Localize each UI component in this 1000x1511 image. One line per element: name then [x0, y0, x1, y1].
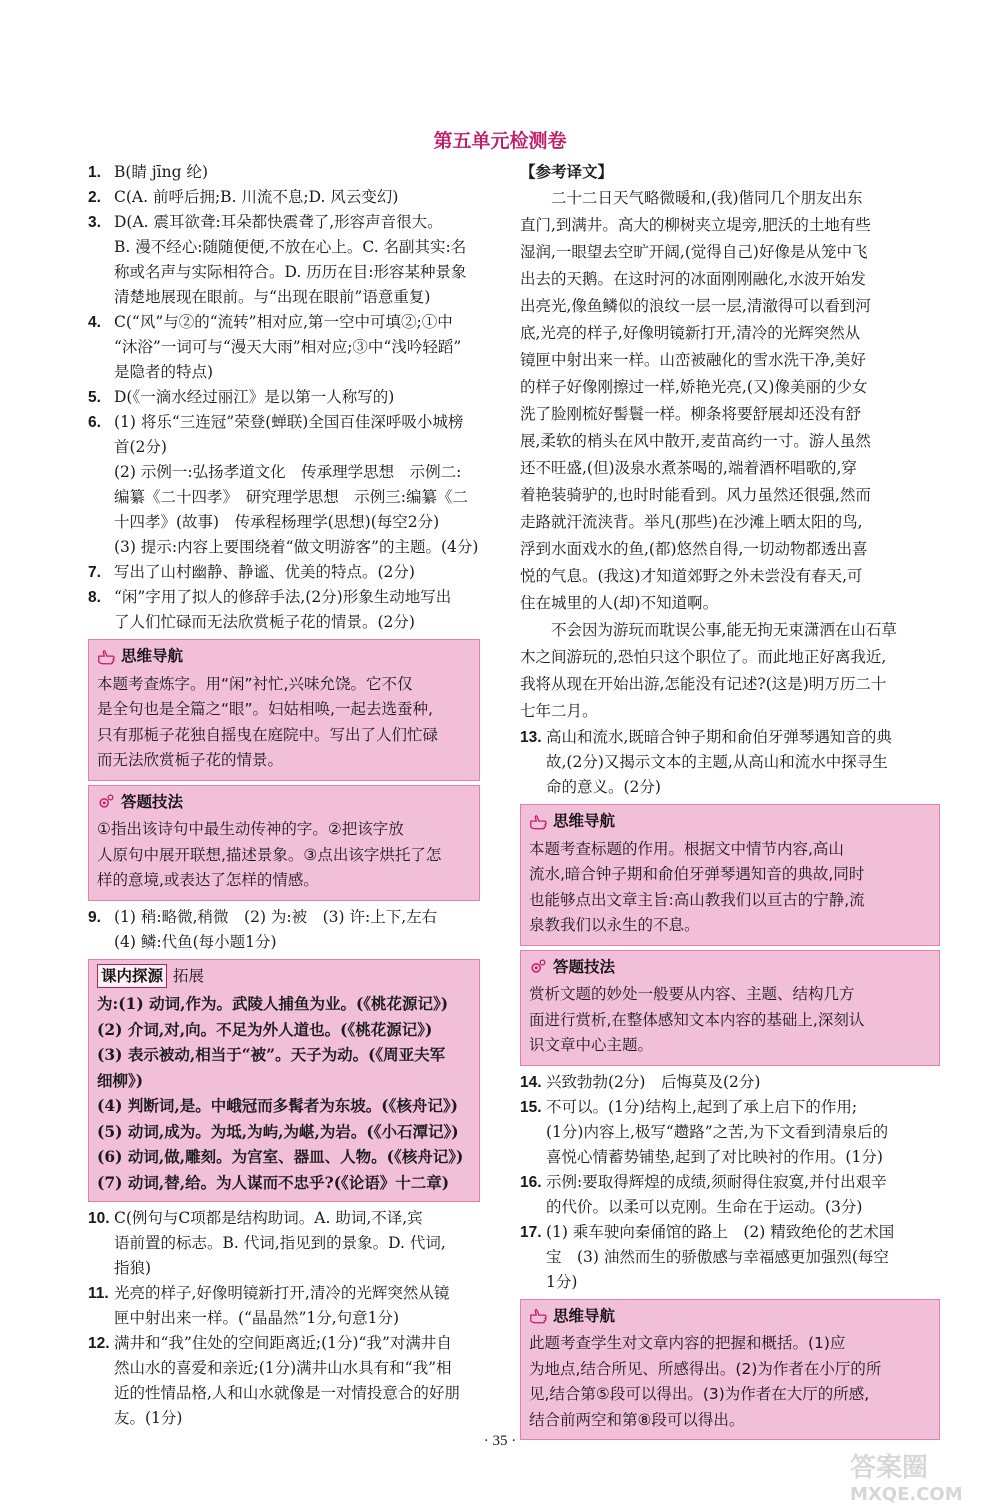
answer-line: B(睛 jīng 纶) — [114, 163, 209, 181]
question-number: 17. — [520, 1223, 542, 1241]
answer-line: 友。(1分) — [114, 1409, 183, 1427]
question-5 — [88, 385, 480, 410]
box-line: 此题考查学生对文章内容的把握和概括。(1)应 — [529, 1334, 846, 1352]
question-15 — [520, 1095, 940, 1170]
ref-line: 七年二月。 — [520, 702, 598, 720]
answer-line: 光亮的样子,好像明镜新打开,清冷的光辉突然从镜 — [114, 1284, 450, 1302]
box-heading: 拓展 — [173, 966, 205, 985]
question-7 — [88, 560, 480, 585]
box-line: 人原句中展开联想,描述景象。③点出该字烘托了怎 — [97, 845, 442, 864]
reference-translation-heading: 【参考译文】 — [520, 163, 614, 181]
answer-line: 示例:要取得辉煌的成绩,须耐得住寂寞,并付出艰辛 — [546, 1172, 887, 1191]
box-line: 只有那栀子花独自摇曳在庭院中。写出了人们忙碌 — [97, 725, 439, 744]
question-9 — [88, 905, 480, 955]
question-number: 6. — [88, 414, 101, 431]
answer-line: 编纂《二十四孝》 研究理学思想 示例三:编纂《二 — [114, 488, 468, 506]
answer-line: 首(2分) — [114, 438, 167, 456]
question-8 — [88, 585, 480, 635]
box-line: 本题考查标题的作用。根据文中情节内容,高山 — [529, 839, 844, 858]
question-17 — [520, 1220, 940, 1295]
page-number: · 35 · — [483, 1433, 517, 1449]
box-line: 而无法欣赏栀子花的情景。 — [97, 751, 284, 769]
question-1 — [88, 160, 480, 185]
question-number: 13. — [520, 729, 542, 746]
question-11 — [88, 1281, 480, 1331]
question-number: 3. — [88, 214, 101, 231]
answer-line: 宝 (3) 油然而生的骄傲感与幸福感更加强烈(每空 — [546, 1247, 889, 1266]
question-number: 15. — [520, 1098, 542, 1116]
answer-line: 写出了山村幽静、静谧、优美的特点。(2分) — [114, 563, 415, 581]
extension-box — [88, 959, 480, 1203]
box-line: (4) 判断词,是。中峨冠而多髯者为东坡。(《核舟记》) — [97, 1096, 458, 1115]
answer-line: 喜悦心情蓄势铺垫,起到了对比映衬的作用。(1分) — [546, 1147, 883, 1166]
answer-line: B. 漫不经心:随随便便,不放在心上。C. 名副其实:名 — [114, 238, 467, 256]
box-line: (2) 介词,对,向。不足为外人道也。(《桃花源记》) — [97, 1019, 433, 1039]
page-title: 第五单元检测卷 — [433, 130, 567, 152]
box-heading: 思维导航 — [553, 812, 616, 830]
answer-tips-box — [88, 785, 480, 901]
answer-line: 的代价。以柔可以克刚。生命在于运动。(3分) — [546, 1197, 863, 1216]
answer-line: 匣中射出来一样。(“晶晶然”1分,句意1分) — [114, 1309, 400, 1327]
ref-line: 出去的天鹅。在这时河的冰面刚刚融化,水波开始发 — [520, 270, 866, 288]
question-number: 14. — [520, 1073, 542, 1091]
box-line: (5) 动词,成为。为坻,为屿,为嵁,为岩。(《小石潭记》) — [97, 1121, 459, 1141]
source-tag: 课内探源 — [97, 964, 167, 988]
answer-line: 了人们忙碌而无法欣赏栀子花的情景。(2分) — [114, 613, 415, 631]
ref-line: 湿润,一眼望去空旷开阔,(觉得自己)好像是从笼中飞 — [520, 243, 868, 261]
question-14 — [520, 1070, 940, 1095]
answer-line: 不可以。(1分)结构上,起到了承上启下的作用; — [546, 1097, 858, 1116]
box-line: 流水,暗合钟子期和俞伯牙弹琴遇知音的典故,同时 — [529, 865, 865, 883]
reference-paragraph-1 — [520, 185, 940, 617]
question-number: 9. — [88, 908, 101, 926]
ref-line: 的样子好像刚擦过一样,娇艳光亮,(又)像美丽的少女 — [520, 378, 868, 396]
question-4 — [88, 310, 480, 385]
question-number: 16. — [520, 1173, 542, 1191]
watermark-logo — [842, 1446, 992, 1506]
pointing-hand-icon — [97, 648, 115, 666]
box-line: 结合前两空和第⑧段可以得出。 — [529, 1410, 745, 1429]
box-line: (7) 动词,替,给。为人谋而不忠乎?(《论语》十二章) — [97, 1172, 450, 1192]
answer-line: 然山水的喜爱和亲近;(1分)满井山水具有和“我”相 — [114, 1359, 452, 1377]
answer-line: D(A. 震耳欲聋:耳朵都快震聋了,形容声音很大。 — [114, 213, 443, 231]
gear-flower-icon — [97, 793, 115, 811]
gear-flower-icon — [529, 958, 547, 976]
question-number: 1. — [88, 164, 101, 181]
box-line: 细柳》) — [97, 1070, 144, 1090]
watermark-url: MXQE.COM — [850, 1484, 963, 1505]
box-line: (3) 表示被动,相当于“被”。天子为动。(《周亚夫军 — [97, 1045, 446, 1064]
box-line: ①指出该诗句中最生动传神的字。②把该字放 — [97, 820, 404, 838]
answer-line: (1) 将乐“三连冠”荣登(蝉联)全国百佳深呼吸小城榜 — [114, 413, 464, 431]
answer-line: C(A. 前呼后拥;B. 川流不息;D. 风云变幻) — [114, 188, 399, 206]
thinking-guide-box — [520, 1299, 940, 1441]
ref-line: 不会因为游玩而耽误公事,能无拘无束潇洒在山石草 — [551, 621, 897, 639]
answer-line: 近的性情品格,人和山水就像是一对情投意合的好朋 — [114, 1384, 460, 1402]
left-column — [88, 160, 480, 1431]
thinking-guide-box — [520, 804, 940, 946]
ref-line: 出亮光,像鱼鳞似的浪纹一层一层,清澈得可以看到河 — [520, 297, 871, 315]
ref-line: 我将从现在开始出游,怎能没有记述?(这是)明万历二十 — [520, 675, 887, 693]
question-number: 7. — [88, 564, 101, 581]
answer-line: (4) 鳞:代鱼(每小题1分) — [114, 932, 277, 951]
question-number: 11. — [88, 1285, 109, 1302]
answer-line: “闲”字用了拟人的修辞手法,(2分)形象生动地写出 — [114, 588, 452, 606]
ref-line: 底,光亮的样子,好像明镜新打开,清冷的光辉突然从 — [520, 324, 861, 342]
ref-line: 住在城里的人(却)不知道啊。 — [520, 594, 719, 612]
answer-line: (1) 乘车驶向秦俑馆的路上 (2) 精致绝伦的艺术国 — [546, 1222, 895, 1241]
answer-line: 命的意义。(2分) — [546, 778, 661, 796]
ref-line: 着艳装骑驴的,也时时能看到。风力虽然还很强,然而 — [520, 486, 871, 504]
answer-line: 故,(2分)又揭示文本的主题,从高山和流水中探寻生 — [546, 753, 888, 771]
ref-line: 木之间游玩的,恐怕只这个职位了。而此地正好离我近, — [520, 648, 887, 666]
answer-line: (2) 示例一:弘扬孝道文化 传承理学思想 示例二: — [114, 463, 462, 481]
pointing-hand-icon — [529, 1307, 547, 1325]
reference-paragraph-2 — [520, 617, 940, 725]
answer-line: 语前置的标志。B. 代词,指见到的景象。D. 代词, — [114, 1234, 446, 1252]
question-3 — [88, 210, 480, 310]
question-13 — [520, 725, 940, 800]
box-heading: 思维导航 — [553, 1306, 616, 1325]
box-heading: 思维导航 — [121, 647, 184, 665]
box-line: 为地点,结合所见、所感得出。(2)为作者在小厅的所 — [529, 1359, 882, 1378]
answer-line: 1分) — [546, 1272, 578, 1291]
question-10 — [88, 1206, 480, 1281]
answer-line: D(《一滴水经过丽江》是以第一人称写的) — [114, 388, 395, 406]
box-line: 见,结合第⑤段可以得出。(3)为作者在大厅的所感, — [529, 1385, 870, 1403]
question-number: 2. — [88, 189, 101, 206]
ref-line: 镜匣中射出来一样。山峦被融化的雪水洗干净,美好 — [520, 351, 866, 369]
answer-line: 高山和流水,既暗合钟子期和俞伯牙弹琴遇知音的典 — [546, 728, 892, 746]
ref-line: 直门,到满井。高大的柳树夹立堤旁,肥沃的土地有些 — [520, 216, 871, 234]
box-line: 本题考查炼字。用“闲”衬忙,兴味允饶。它不仅 — [97, 674, 413, 693]
answer-line: 是隐者的特点) — [114, 363, 214, 381]
answer-line: 称或名声与实际相符合。D. 历历在目:形容某种景象 — [114, 263, 467, 281]
question-16 — [520, 1170, 940, 1220]
answer-line: (1) 稍:略微,稍微 (2) 为:被 (3) 许:上下,左右 — [114, 907, 438, 926]
box-line: 为:(1) 动词,作为。武陵人捕鱼为业。(《桃花源记》) — [97, 994, 449, 1013]
ref-line: 展,柔软的梢头在风中散开,麦苗高约一寸。游人虽然 — [520, 432, 871, 450]
box-line: (6) 动词,做,雕刻。为宫室、器皿、人物。(《核舟记》) — [97, 1147, 464, 1166]
answer-line: 满井和“我”住处的空间距离近;(1分)“我”对满井自 — [114, 1334, 452, 1352]
answer-line: 十四孝》(故事) 传承程杨理学(思想)(每空2分) — [114, 513, 440, 531]
ref-line: 浮到水面戏水的鱼,(都)悠然自得,一切动物都透出喜 — [520, 540, 868, 558]
question-12 — [88, 1331, 480, 1431]
answer-line: C(“风”与②的“流转”相对应,第一空中可填②;①中 — [114, 313, 453, 331]
answer-line: C(例句与C项都是结构助词。A. 助词,不译,宾 — [114, 1209, 423, 1227]
box-line: 是全句也是全篇之“眼”。妇姑相唤,一起去选蚕种, — [97, 700, 433, 718]
box-heading: 答题技法 — [121, 792, 184, 811]
answer-line: (1分)内容上,极写“趱路”之苦,为下文看到清泉后的 — [546, 1122, 889, 1141]
box-line: 也能够点出文章主旨:高山教我们以亘古的宁静,流 — [529, 890, 865, 909]
answer-tips-box — [520, 950, 940, 1066]
box-line: 赏析文题的妙处一般要从内容、主题、结构几方 — [529, 985, 855, 1003]
box-line: 面进行赏析,在整体感知文本内容的基础上,深刻认 — [529, 1010, 865, 1029]
ref-line: 走路就汗流浃背。举凡(那些)在沙滩上晒太阳的鸟, — [520, 513, 863, 531]
box-line: 样的意境,或表达了怎样的情感。 — [97, 871, 319, 889]
answer-line: 兴致勃勃(2分) 后悔莫及(2分) — [546, 1072, 761, 1091]
ref-line: 悦的气息。(我这)才知道郊野之外未尝没有春天,可 — [520, 567, 863, 585]
question-number: 10. — [88, 1210, 110, 1227]
ref-line: 还不旺盛,(但)汲泉水煮茶喝的,端着酒杯唱歌的,穿 — [520, 459, 857, 477]
answer-line: (3) 提示:内容上要围绕着“做文明游客”的主题。(4分) — [114, 538, 479, 556]
answer-line: 清楚地展现在眼前。与“出现在眼前”语意重复) — [114, 288, 431, 306]
question-number: 12. — [88, 1335, 110, 1352]
thinking-guide-box — [88, 639, 480, 781]
box-heading: 答题技法 — [553, 957, 616, 976]
ref-line: 二十二日天气略微暖和,(我)偕同几个朋友出东 — [551, 189, 863, 207]
question-number: 4. — [88, 314, 101, 331]
box-line: 泉教我们以永生的不息。 — [529, 916, 700, 934]
pointing-hand-icon — [529, 813, 547, 831]
question-6 — [88, 410, 480, 560]
question-number: 5. — [88, 389, 101, 406]
answer-line: “沐浴”一词可与“漫天大雨”相对应;③中“浅吟轻蹈” — [114, 338, 462, 356]
answer-line: 指狼) — [114, 1259, 152, 1277]
question-2 — [88, 185, 480, 210]
ref-line: 洗了脸刚梳好髻鬟一样。柳条将要舒展却还没有舒 — [520, 405, 862, 423]
watermark-text: 答案圈 — [850, 1453, 929, 1483]
box-line: 识文章中心主题。 — [529, 1036, 654, 1054]
right-column — [520, 160, 940, 1444]
question-number: 8. — [88, 589, 101, 606]
